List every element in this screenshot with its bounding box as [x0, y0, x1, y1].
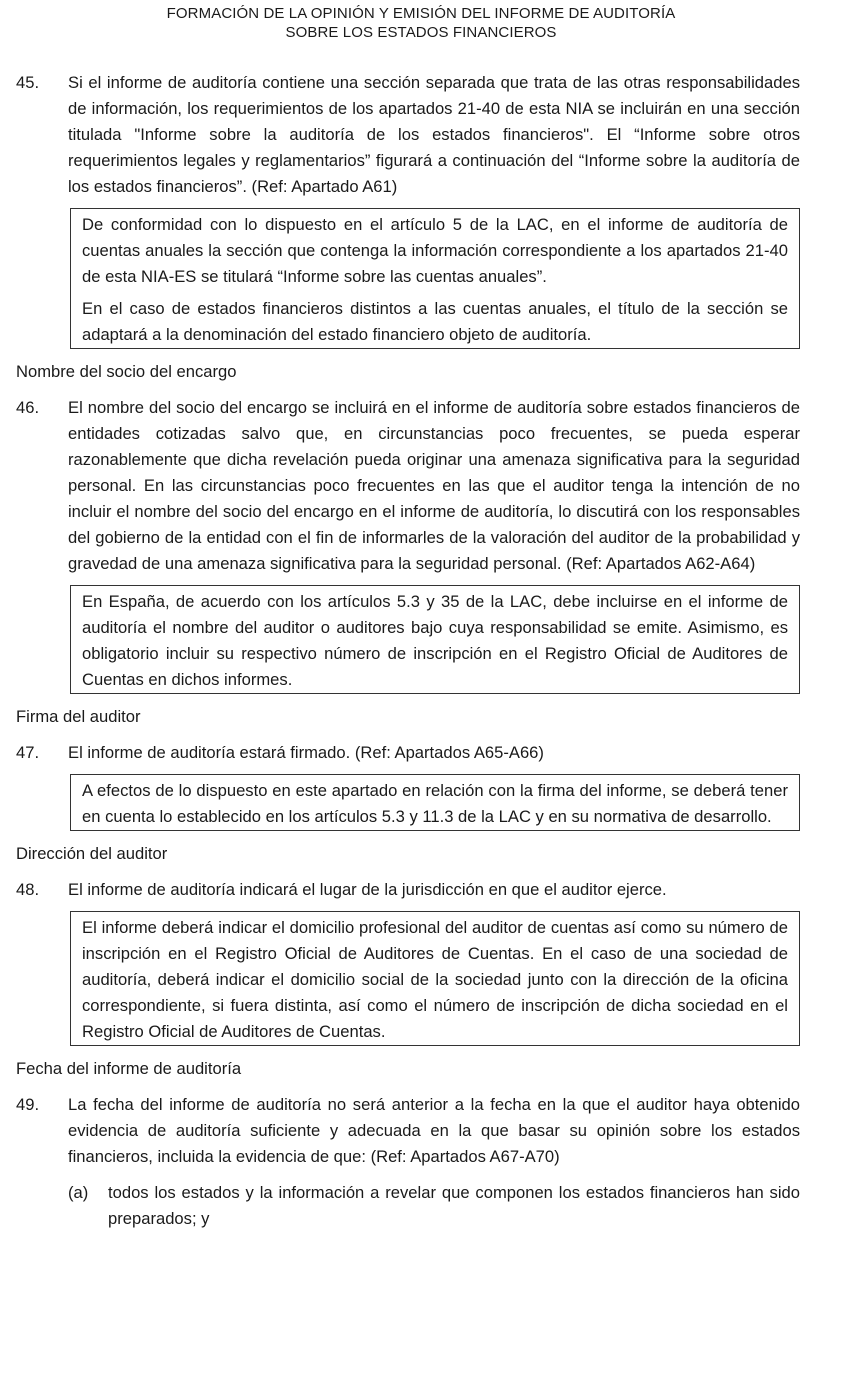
header-title-line-2: SOBRE LOS ESTADOS FINANCIEROS — [285, 24, 557, 41]
paragraph-text: El nombre del socio del encargo se incluirá en el informe de auditoría sobre estados financieros de entidades cotizadas salvo que, en circunstancias poco frecuentes, se pueda esperar razonablemente que dicha revelación pueda originar una amenaza significativa para la seguridad personal. En las circunstancias poco frecuentes en las que el auditor tenga la intención de no incluir el nombre del socio del encargo en el informe de auditoría, lo discutirá con los responsables del gobierno de la entidad con el fin de informarles de la valoración del auditor de la probabilidad y gravedad de una amenaza significativa para la seguridad personal. (Ref: Apartados A62-A64) — [68, 398, 800, 573]
note-text: De conformidad con lo dispuesto en el artículo 5 de la LAC, en el informe de auditoría de cuentas anuales la sección que contenga la información correspondiente a los apartados 21-40 de esta NIA-ES se titulará “Informe sobre las cuentas anuales”. — [82, 215, 788, 286]
paragraph-text: El informe de auditoría indicará el lugar de la jurisdicción en que el auditor ejerce. — [68, 880, 667, 899]
note-box-46 — [70, 585, 800, 694]
paragraph-49 — [16, 1092, 800, 1170]
paragraph-number: 49. — [16, 1095, 40, 1114]
note-text: En España, de acuerdo con los artículos 5.3 y 35 de la LAC, debe incluirse en el informe de auditoría el nombre del auditor o auditores bajo cuya responsabilidad se emite. Asimismo, es obligatorio incluir su respectivo número de inscripción en el Registro Oficial de Auditores de Cuentas en dichos informes. — [82, 592, 788, 689]
note-box-47 — [70, 774, 800, 831]
sub-item-label: (a) — [68, 1183, 89, 1202]
paragraph-number: 45. — [16, 73, 40, 92]
paragraph-text: Si el informe de auditoría contiene una sección separada que trata de las otras responsabilidades de información, los requerimientos de los apartados 21-40 de esta NIA se incluirán en una sección titulada "Informe sobre la auditoría de los estados financieros". El “Informe sobre otros requerimientos legales y reglamentarios” figurará a continuación del “Informe sobre la auditoría de los estados financieros”. (Ref: Apartado A61) — [68, 73, 800, 196]
paragraph-number: 46. — [16, 398, 40, 417]
section-heading-direccion: Dirección del auditor — [16, 844, 168, 863]
paragraph-47 — [16, 740, 800, 766]
paragraph-number: 48. — [16, 880, 40, 899]
sub-item-49a — [68, 1180, 800, 1232]
section-heading-fecha: Fecha del informe de auditoría — [16, 1059, 242, 1078]
note-box-45 — [70, 208, 800, 349]
note-box-48 — [70, 911, 800, 1046]
paragraph-number: 47. — [16, 743, 40, 762]
paragraph-46 — [16, 395, 800, 577]
note-text: En el caso de estados financieros distintos a las cuentas anuales, el título de la sección se adaptará a la denominación del estado financiero objeto de auditoría. — [82, 299, 788, 344]
note-text: A efectos de lo dispuesto en este apartado en relación con la firma del informe, se deberá tener en cuenta lo establecido en los artículos 5.3 y 11.3 de la LAC y en su normativa de desarrollo. — [82, 781, 788, 826]
paragraph-text: La fecha del informe de auditoría no será anterior a la fecha en la que el auditor haya obtenido evidencia de auditoría suficiente y adecuada en la que basar su opinión sobre los estados financieros, incluida la evidencia de que: (Ref: Apartados A67-A70) — [68, 1095, 800, 1166]
section-heading-firma: Firma del auditor — [16, 707, 141, 726]
section-heading-socio: Nombre del socio del encargo — [16, 362, 237, 381]
header-title-line-1: FORMACIÓN DE LA OPINIÓN Y EMISIÓN DEL INFORME DE AUDITORÍA — [166, 5, 676, 22]
paragraph-48 — [16, 877, 800, 903]
paragraph-text: El informe de auditoría estará firmado. (Ref: Apartados A65-A66) — [68, 743, 544, 762]
page-header — [0, 0, 842, 42]
paragraph-45 — [16, 70, 800, 200]
document-body — [16, 70, 800, 1232]
note-text: El informe deberá indicar el domicilio profesional del auditor de cuentas así como su número de inscripción en el Registro Oficial de Auditores de Cuentas. En el caso de una sociedad de auditoría, deberá indicar el domicilio social de la sociedad junto con la dirección de la oficina correspondiente, si fuera distinta, así como el número de inscripción de dicha sociedad en el Registro Oficial de Auditores de Cuentas. — [82, 918, 788, 1041]
sub-item-text: todos los estados y la información a revelar que componen los estados financieros han sido preparados; y — [108, 1183, 800, 1228]
